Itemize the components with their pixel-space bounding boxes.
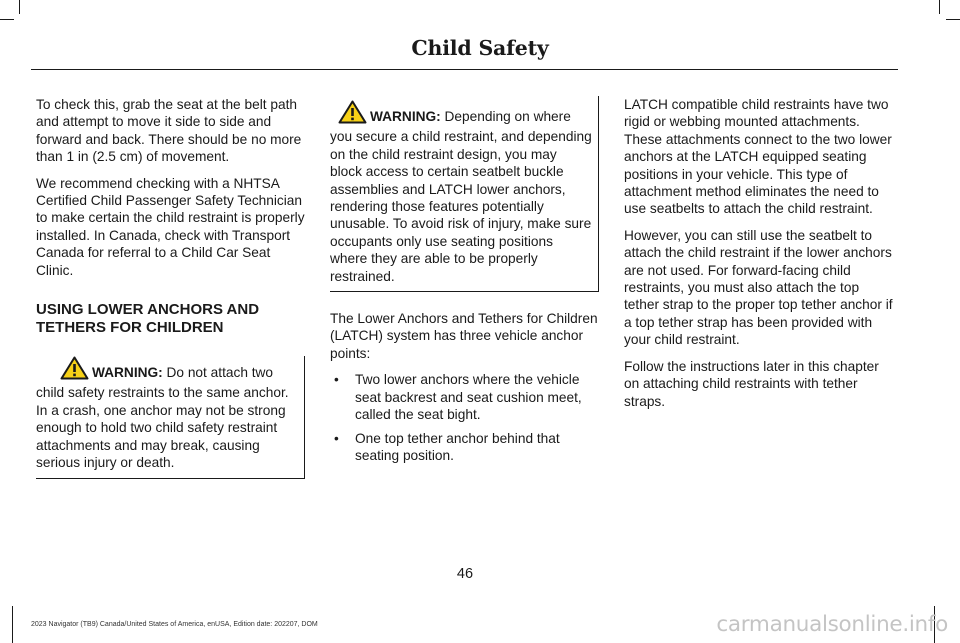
paragraph: However, you can still use the seatbelt to attach the child restraint if the lower anchors are not used. For forward-facing child restraints, you must also attach the top tether strap to the proper top tether anchor if a top tether strap has been provided with your child restraint. [624, 227, 893, 348]
paragraph: Follow the instructions later in this chapter on attaching child restraints with tether straps. [624, 358, 879, 409]
paragraph: To check this, grab the seat at the belt path and attempt to move it side to side and forward and back. There should be no more than 1 in (2.5 cm) of movement. [36, 97, 302, 165]
warning-triangle-icon [338, 100, 367, 128]
crop-mark-top-right-v [939, 0, 940, 14]
paragraph: LATCH compatible child restraints have two rigid or webbing mounted attachments. These attachments connect to the two lower anchors at the LATCH equipped seating positions in your vehicle. This type of attachment method eliminates the need to use seatbelts to attach the child restraint. [624, 97, 892, 217]
footer-edition-info: 2023 Navigator (TB9) Canada/United States of America, enUSA, Edition date: 202207, DOM [31, 621, 318, 628]
header-divider [31, 69, 898, 70]
page-title: Child Safety [411, 36, 549, 60]
bullet: • [334, 430, 339, 446]
section-heading: USING LOWER ANCHORS AND TETHERS FOR CHILDREN [36, 301, 260, 337]
list-item [330, 371, 599, 423]
crop-mark-top-left-v [19, 0, 20, 14]
warning-triangle-icon [60, 356, 89, 384]
list-item-text: Two lower anchors where the vehicle seat backrest and seat cushion meet, called the seat bight. [355, 372, 582, 423]
list-item-text: One top tether anchor behind that seating position. [355, 430, 560, 463]
anchor-list [330, 371, 599, 464]
crop-mark-top-right-h [946, 19, 960, 20]
crop-mark-top-left-h [0, 19, 14, 20]
page-number: 46 [456, 566, 474, 582]
warning-text: Do not attach two child safety restraints to the same anchor. In a crash, one anchor may not be strong enough to hold two child safety restraint attachments and may break, causing serious injury or death. [36, 365, 289, 471]
warning-text: Depending on where you secure a child restraint, and depending on the child restraint design, you may block access to certain seatbelt buckle assemblies and LATCH lower anchors, rendering those features potentially unusable. To avoid risk of injury, make sure occupants only use seating positions where they are able to be properly restrained. [330, 109, 592, 284]
warning-label: WARNING: [370, 109, 441, 124]
paragraph: We recommend checking with a NHTSA Certified Child Passenger Safety Technician to make certain the child restraint is properly installed. In Canada, check with Transport Canada for referral to a Child Car Seat Clinic. [36, 175, 305, 278]
column-2 [330, 96, 599, 470]
warning-box [330, 96, 599, 292]
column-1 [36, 96, 305, 479]
watermark: carmanualsonline.info [716, 612, 948, 637]
warning-box [36, 356, 305, 478]
column-3 [624, 96, 893, 419]
paragraph: The Lower Anchors and Tethers for Children (LATCH) system has three vehicle anchor points: [330, 311, 598, 361]
warning-label: WARNING: [92, 365, 163, 381]
list-item [330, 430, 599, 465]
crop-mark-bottom-left-v [12, 606, 13, 643]
bullet: • [334, 372, 339, 388]
